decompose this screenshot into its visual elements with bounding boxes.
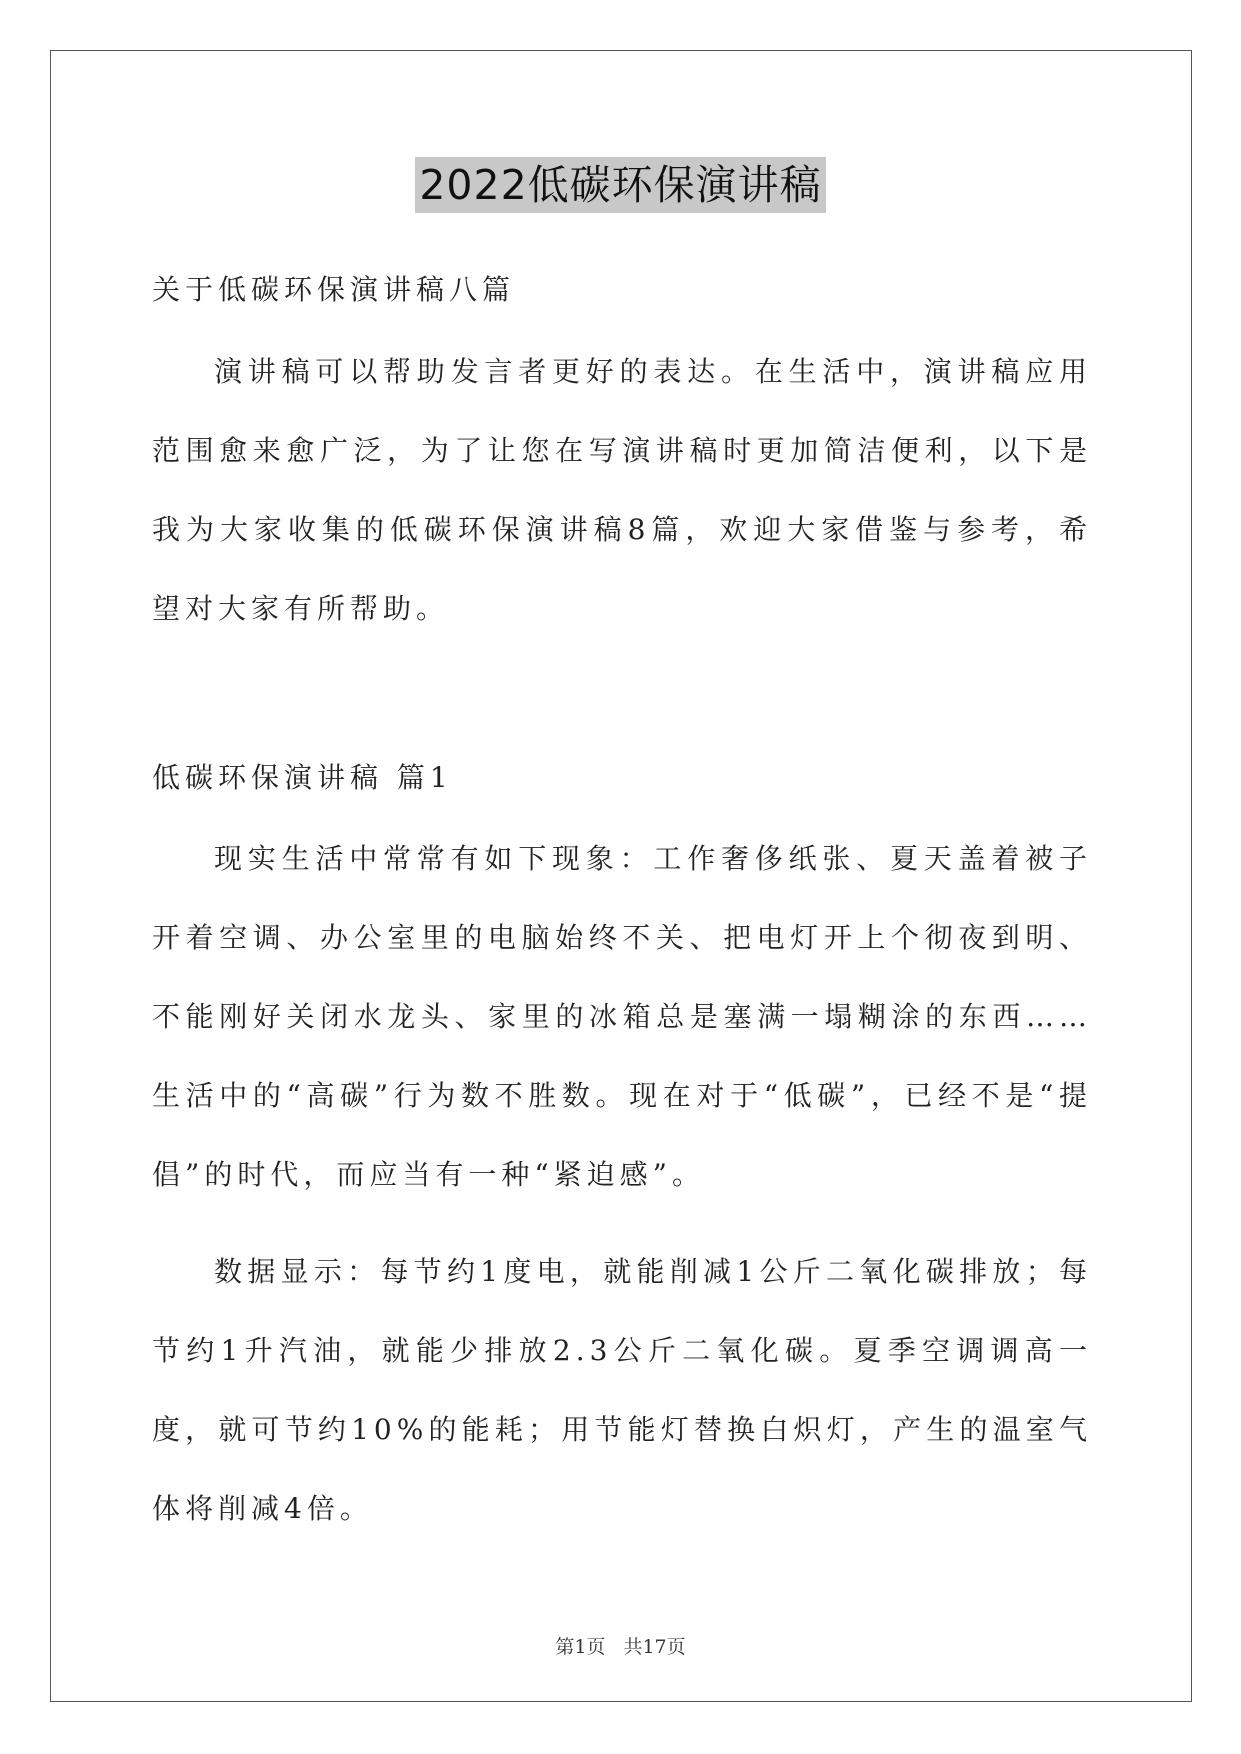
body-paragraph-1: 现实生活中常常有如下现象：工作奢侈纸张、夏天盖着被子开着空调、办公室里的电脑始终不关、把电灯开上个彻夜到明、不能刚好关闭水龙头、家里的冰箱总是塞满一塌糊涂的东西……生活中的“高碳”行为数不胜数。现在对于“低碳”，已经不是“提倡”的时代，而应当有一种“紧迫感”。 <box>152 842 1092 1191</box>
section-heading: 低碳环保演讲稿 篇1 <box>152 761 453 794</box>
title-container <box>0 157 1241 213</box>
intro-paragraph: 演讲稿可以帮助发言者更好的表达。在生活中，演讲稿应用范围愈来愈广泛，为了让您在写演讲稿时更加简洁便利，以下是我为大家收集的低碳环保演讲稿8篇，欢迎大家借鉴与参考，希望对大家有所帮助。 <box>152 355 1092 625</box>
document-subtitle: 关于低碳环保演讲稿八篇 <box>152 273 516 306</box>
page-number: 第1页 <box>555 1636 606 1658</box>
document-title: 2022低碳环保演讲稿 <box>415 157 825 213</box>
page-footer <box>0 1632 1241 1659</box>
total-pages: 共17页 <box>623 1636 686 1658</box>
body-paragraph-2: 数据显示：每节约1度电，就能削减1公斤二氧化碳排放；每节约1升汽油，就能少排放2.3公斤二氧化碳。夏季空调调高一度，就可节约10%的能耗；用节能灯替换白炽灯，产生的温室气体将削减4倍。 <box>152 1255 1092 1525</box>
